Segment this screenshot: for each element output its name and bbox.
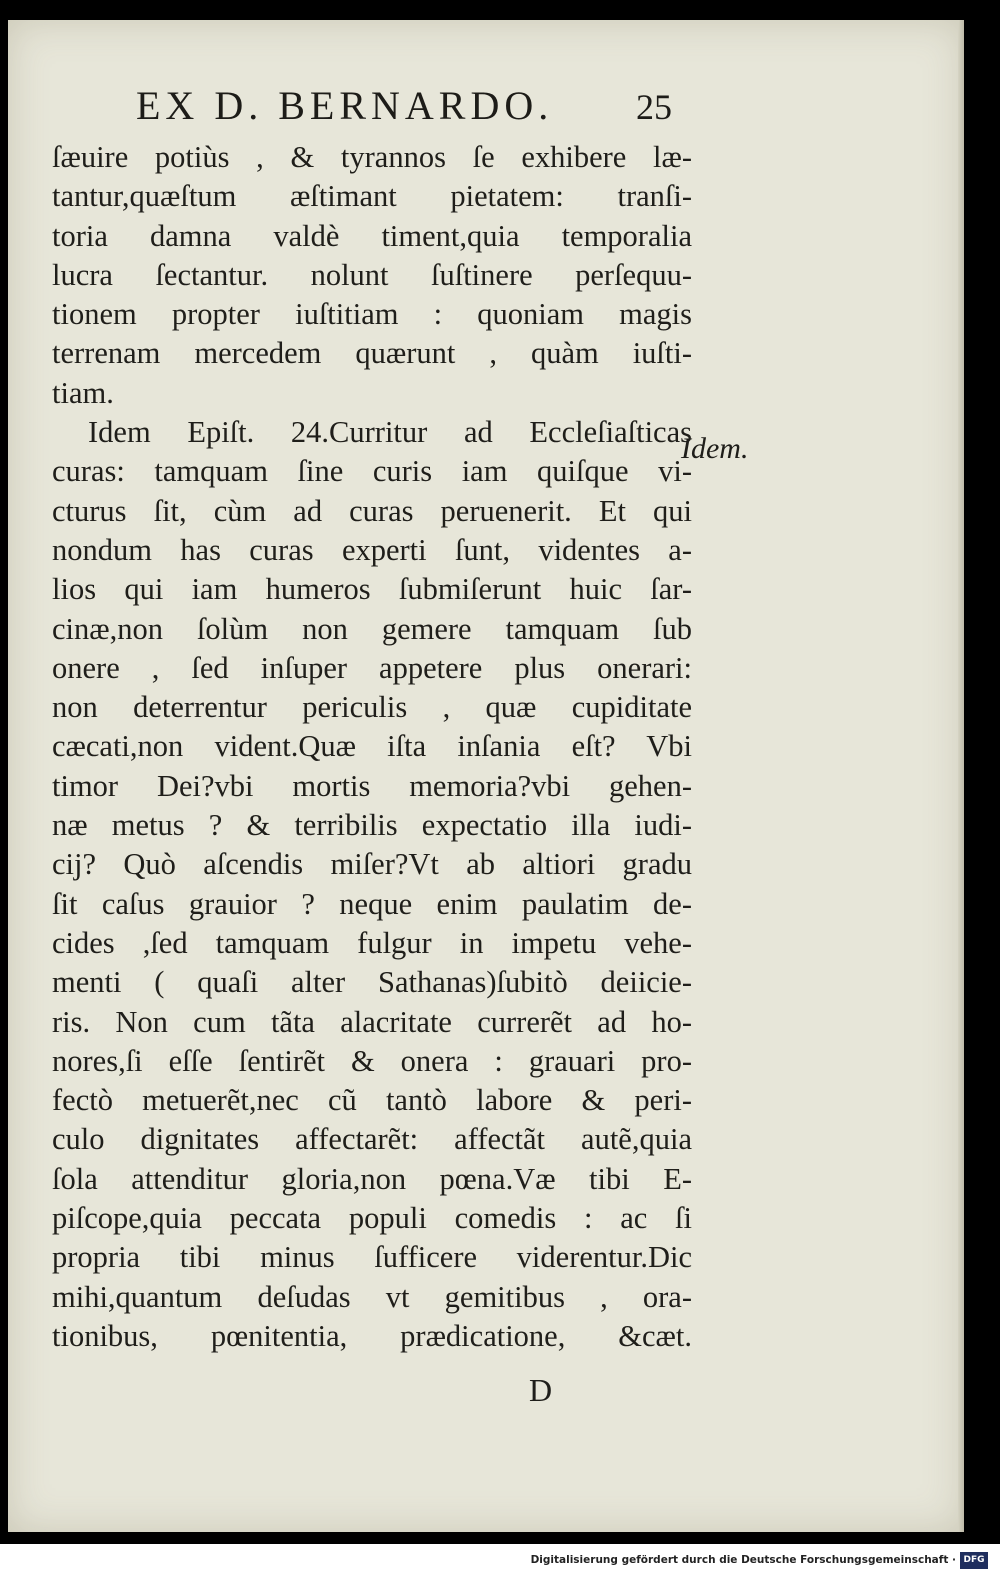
margin-note: Idem. [681, 432, 749, 465]
text-line: fectò metuerẽt,nec cũ tantò labore & peri- [52, 1083, 692, 1118]
signature-mark: D [529, 1372, 553, 1408]
text-line: terrenam mercedem quærunt , quàm iuſti- [52, 336, 692, 371]
text-line: nores,ſi eſſe ſentirẽt & onera : grauari pro- [52, 1043, 692, 1078]
text-line: ſola attenditur gloria,non pœna.Væ tibi E- [52, 1161, 692, 1196]
text-line: mihi,quantum deſudas vt gemitibus , ora- [52, 1279, 692, 1314]
text-line: ſæuire potiùs , & tyrannos ſe exhibere læ- [52, 140, 692, 174]
text-line: culo dignitates affectarẽt: affectãt autẽ,quia [52, 1122, 692, 1157]
body-text [52, 138, 692, 1356]
text-line: propria tibi minus ſufficere viderentur.Dic [52, 1240, 692, 1275]
dfg-logo: DFG [960, 1552, 988, 1569]
text-line: ris. Non cum tãta alacritate currerẽt ad ho- [52, 1004, 692, 1039]
text-line: næ metus ? & terribilis expectatio illa iudi- [52, 808, 692, 843]
page-number: 25 [636, 87, 672, 127]
text-line: tantur,quæſtum æſtimant pietatem: tranſi- [52, 179, 692, 214]
text-line: cides ,ſed tamquam fulgur in impetu vehe- [52, 925, 692, 960]
text-line: menti ( quaſi alter Sathanas)ſubitò deiicie- [52, 965, 692, 1000]
text-line: onere , ſed inſuper appetere plus onerari: [52, 650, 692, 685]
text-line: tiam. [52, 375, 114, 410]
text-line: non deterrentur periculis , quæ cupiditate [52, 690, 692, 725]
text-line: nondum has curas experti ſunt, videntes a- [52, 532, 692, 567]
funding-credit: Digitalisierung gefördert durch die Deutsche Forschungsgemeinschaft · [530, 1554, 956, 1566]
text-line: tionem propter iuſtitiam : quoniam magis [52, 297, 692, 332]
running-head: EX D. BERNARDO. [136, 83, 554, 128]
text-line: lios qui iam humeros ſubmiſerunt huic ſar- [52, 572, 692, 607]
page-edge [958, 20, 964, 1532]
text-line: curas: tamquam ſine curis iam quiſque vi- [52, 454, 692, 489]
text-line: tionibus, pœnitentia, prædicatione, &cæt. [52, 1318, 692, 1353]
text-line: cæcati,non vident.Quæ iſta inſania eſt? Vbi [52, 729, 692, 764]
text-line: cij? Quò aſcendis miſer?Vt ab altiori gradu [52, 847, 692, 882]
book-page [8, 20, 964, 1532]
text-line: piſcope,quia peccata populi comedis : ac ſi [52, 1201, 692, 1236]
text-line: cturus ſit, cùm ad curas peruenerit. Et qui [52, 493, 692, 528]
text-line: cinæ,non ſolùm non gemere tamquam ſub [52, 611, 692, 646]
text-line: toria damna valdè timent,quia temporalia [52, 218, 692, 253]
digitization-footer [0, 1544, 1000, 1580]
text-line: lucra ſectantur. nolunt ſuſtinere perſequu- [52, 257, 692, 292]
text-line: timor Dei?vbi mortis memoria?vbi gehen- [52, 768, 692, 803]
text-line: ſit caſus grauior ? neque enim paulatim de- [52, 886, 692, 921]
text-line: Idem Epiſt. 24.Curritur ad Eccleſiaſticas [88, 415, 692, 450]
